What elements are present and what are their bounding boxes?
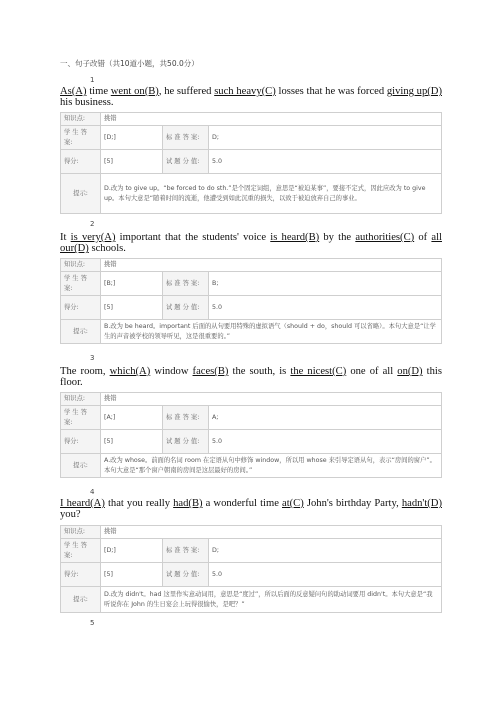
text-part: the south, is bbox=[228, 366, 291, 377]
hint-label: 提示: bbox=[61, 454, 101, 478]
question-score-value: 5.0 bbox=[209, 150, 442, 174]
score-label: 得分: bbox=[61, 430, 101, 454]
student-answer-value: [D;] bbox=[101, 539, 163, 563]
text-part: John's birthday Party, bbox=[303, 498, 402, 509]
knowledge-label: 知识点: bbox=[61, 113, 101, 126]
text-part: The room, bbox=[60, 366, 110, 377]
question-score-value: 5.0 bbox=[209, 296, 442, 320]
text-part: of bbox=[414, 232, 432, 243]
score-label: 得分: bbox=[61, 296, 101, 320]
text-part: that you really bbox=[104, 498, 174, 509]
text-part: by the bbox=[319, 232, 356, 243]
answer-table bbox=[60, 258, 442, 344]
text-part: time bbox=[86, 86, 111, 97]
question-text bbox=[60, 86, 442, 109]
text-part: , he suffered bbox=[158, 86, 215, 97]
hint-label: 提示: bbox=[61, 587, 101, 613]
answer-table bbox=[60, 525, 442, 613]
question-number: 1 bbox=[90, 76, 95, 84]
text-part: his business. bbox=[60, 97, 114, 109]
hint-text: D.改为 to give up。“be forced to do sth.”是个固定词组，意思是“被迫某事”，要接不定式，因此应改为 to give up。本句大意是“随着时间的流逝，他遭受到如此沉重的损失，以致于被迫放弃自己的事业。 bbox=[101, 174, 442, 214]
question-score-label: 试 题 分 值: bbox=[163, 563, 209, 587]
standard-answer-value: B; bbox=[209, 272, 442, 296]
option-c: at(C) bbox=[282, 498, 304, 509]
student-answer-label: 学 生 答 案: bbox=[61, 272, 101, 296]
knowledge-label: 知识点: bbox=[61, 259, 101, 272]
text-part: losses that he was forced bbox=[275, 86, 387, 97]
standard-answer-label: 标 准 答 案: bbox=[163, 272, 209, 296]
question-number: 2 bbox=[90, 220, 95, 228]
option-a: is very(A) bbox=[70, 232, 116, 243]
knowledge-value: 挑错 bbox=[101, 113, 442, 126]
standard-answer-label: 标 准 答 案: bbox=[163, 406, 209, 430]
option-b: went on(B) bbox=[110, 86, 159, 97]
student-answer-label: 学 生 答 案: bbox=[61, 406, 101, 430]
student-answer-value: [D;] bbox=[101, 126, 163, 150]
question-score-value: 5.0 bbox=[209, 563, 442, 587]
question-number: 3 bbox=[90, 354, 95, 362]
knowledge-label: 知识点: bbox=[61, 393, 101, 406]
text-part: you? bbox=[60, 509, 81, 521]
hint-text: D.改为 didn't。had 这里作实意动词用，意思是“度过”，所以后面的反意疑问句的助动词要用 didn't。本句大意是“我听说你在 John 的生日宴会上玩得很愉快，是吧？” bbox=[101, 587, 442, 613]
score-value: [5] bbox=[101, 150, 163, 174]
question-score-value: 5.0 bbox=[209, 430, 442, 454]
hint-label: 提示: bbox=[61, 320, 101, 344]
knowledge-value: 挑错 bbox=[101, 526, 442, 539]
answer-table bbox=[60, 112, 442, 214]
standard-answer-value: A; bbox=[209, 406, 442, 430]
question-score-label: 试 题 分 值: bbox=[163, 296, 209, 320]
question-text bbox=[60, 366, 442, 389]
knowledge-value: 挑错 bbox=[101, 259, 442, 272]
score-value: [5] bbox=[101, 563, 163, 587]
text-part: schools. bbox=[88, 243, 126, 255]
score-value: [5] bbox=[101, 296, 163, 320]
option-c: the nicest(C) bbox=[290, 366, 347, 377]
text-part: It bbox=[60, 232, 71, 243]
hint-label: 提示: bbox=[61, 174, 101, 214]
option-a: I heard(A) bbox=[60, 498, 105, 509]
text-part: this floor. bbox=[60, 366, 442, 389]
standard-answer-label: 标 准 答 案: bbox=[163, 126, 209, 150]
standard-answer-value: D; bbox=[209, 539, 442, 563]
question-text bbox=[60, 232, 442, 255]
text-part: one of all bbox=[346, 366, 398, 377]
student-answer-value: [B;] bbox=[101, 272, 163, 296]
option-c: authorities(C) bbox=[355, 232, 415, 243]
hint-text: A.改为 whose。前面的名词 room 在定语从句中修饰 window，所以用 whose 来引导定语从句，表示“房间的窗户”。本句大意是“那个窗户朝南的房间是这层最好的房间。” bbox=[101, 454, 442, 478]
knowledge-value: 挑错 bbox=[101, 393, 442, 406]
score-label: 得分: bbox=[61, 563, 101, 587]
question-score-label: 试 题 分 值: bbox=[163, 150, 209, 174]
option-d: hadn't(D) bbox=[401, 498, 442, 509]
option-d: on(D) bbox=[397, 366, 423, 377]
question-text bbox=[60, 498, 442, 521]
student-answer-value: [A;] bbox=[101, 406, 163, 430]
option-a: which(A) bbox=[109, 366, 151, 377]
text-part: important that the students' voice bbox=[115, 232, 271, 243]
question-number: 4 bbox=[90, 488, 95, 496]
option-c: such heavy(C) bbox=[214, 86, 276, 97]
standard-answer-label: 标 准 答 案: bbox=[163, 539, 209, 563]
option-b: faces(B) bbox=[192, 366, 229, 377]
option-b: is heard(B) bbox=[270, 232, 320, 243]
standard-answer-value: D; bbox=[209, 126, 442, 150]
section-title: 一、句子改错（共10道小题，共50.0分） bbox=[60, 59, 199, 68]
text-part: window bbox=[150, 366, 193, 377]
option-b: had(B) bbox=[173, 498, 203, 509]
option-d: giving up(D) bbox=[386, 86, 442, 97]
score-label: 得分: bbox=[61, 150, 101, 174]
hint-text: B.改为 be heard。important 后面的从句要用特殊的虚拟语气（should + do，should 可以省略）。本句大意是“让学生的声音被学校的领导听见，这是很重要的。” bbox=[101, 320, 442, 344]
student-answer-label: 学 生 答 案: bbox=[61, 539, 101, 563]
knowledge-label: 知识点: bbox=[61, 526, 101, 539]
text-part: a wonderful time bbox=[202, 498, 282, 509]
option-d: all our(D) bbox=[60, 232, 442, 255]
question-number: 5 bbox=[90, 619, 95, 627]
score-value: [5] bbox=[101, 430, 163, 454]
question-score-label: 试 题 分 值: bbox=[163, 430, 209, 454]
answer-table bbox=[60, 392, 442, 478]
option-a: As(A) bbox=[60, 86, 87, 97]
student-answer-label: 学 生 答 案: bbox=[61, 126, 101, 150]
